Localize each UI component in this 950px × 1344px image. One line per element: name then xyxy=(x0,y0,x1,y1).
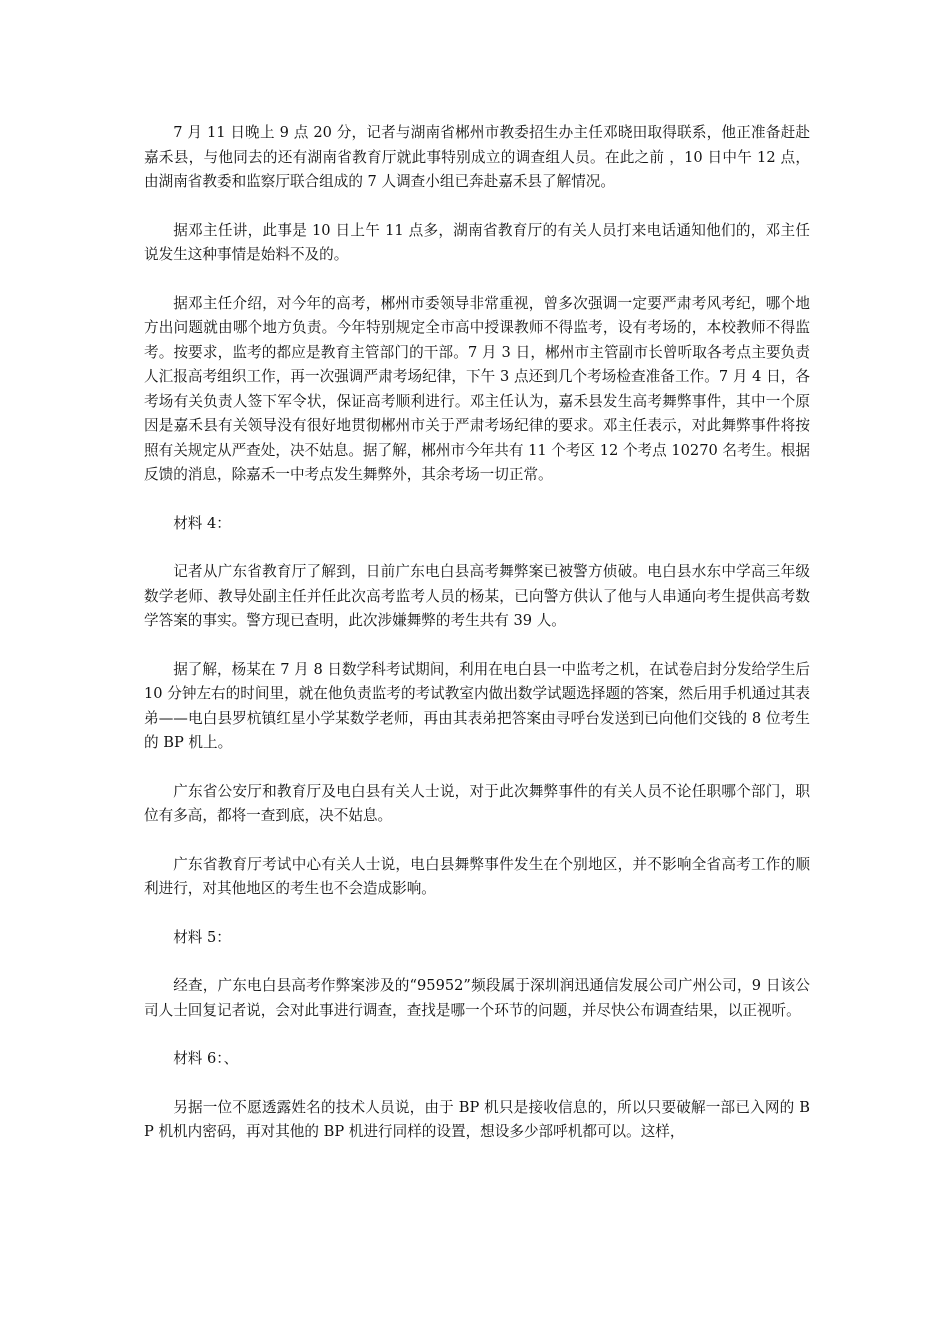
material-4-heading: 材料 4： xyxy=(173,514,231,532)
paragraph-frequency-investigation: 经查，广东电白县高考作弊案涉及的“95952”频段属于深圳润迅通信发展公司广州公司，9 日该公司人士回复记者说，会对此事进行调查，查找是哪一个环节的问题，并尽快公布调查结果，以正视听。 xyxy=(144,977,810,1019)
material-5-heading: 材料 5： xyxy=(173,928,231,946)
paragraph-deng-statement: 据邓主任讲，此事是 10 日上午 11 点多，湖南省教育厅的有关人员打来电话通知他们的，邓主任说发生这种事情是始料不及的。 xyxy=(144,221,810,263)
paragraph-chenzhou-contact: 7 月 11 日晚上 9 点 20 分，记者与湖南省郴州市教委招生办主任邓晓田取得联系，他正准备赶赴嘉禾县，与他同去的还有湖南省教育厅就此事特别成立的调查组人员。在此之前 ，10 日中午 12 点，由湖南省教委和监察厅联合组成的 7 人调查小组已奔赴嘉禾县了解情况。 xyxy=(144,124,810,190)
paragraph-deng-introduction: 据邓主任介绍，对今年的高考，郴州市委领导非常重视，曾多次强调一定要严肃考风考纪，哪个地方出问题就由哪个地方负责。今年特别规定全市高中授课教师不得监考，设有考场的，本校教师不得监考。按要求，监考的都应是教育主管部门的干部。7 月 3 日，郴州市主管副市长曾听取各考点主要负责人汇报高考组织工作，再一次强调严肃考场纪律，下午 3 点还到几个考场检查准备工作。7 月 4 日，各考场有关负责人签下军令状，保证高考顺利进行。邓主任认为，嘉禾县发生高考舞弊事件，其中一个原因是嘉禾县有关领导没有很好地贯彻郴州市关于严肃考场纪律的要求。邓主任表示，对此舞弊事件将按照有关规定从严查处，决不姑息。据了解，郴州市今年共有 11 个考区 12 个考点 10270 名考生。根据反馈的消息，除嘉禾一中考点发生舞弊外，其余考场一切正常。 xyxy=(144,294,810,483)
paragraph-dianbai-case: 记者从广东省教育厅了解到，日前广东电白县高考舞弊案已被警方侦破。电白县水东中学高三年级数学老师、教导处副主任并任此次高考监考人员的杨某，已向警方供认了他与人串通向考生提供高考数学答案的事实。警方现已查明，此次涉嫌舞弊的考生共有 39 人。 xyxy=(144,563,810,629)
document-body xyxy=(144,121,810,1169)
paragraph-exam-center-statement: 广东省教育厅考试中心有关人士说，电白县舞弊事件发生在个别地区，并不影响全省高考工作的顺利进行，对其他地区的考生也不会造成影响。 xyxy=(144,855,810,897)
material-6-heading: 材料 6：、 xyxy=(173,1050,239,1067)
paragraph-technician-statement: 另据一位不愿透露姓名的技术人员说，由于 BP 机只是接收信息的，所以只要破解一部已入网的 BP 机机内密码，再对其他的 BP 机进行同样的设置，想设多少部呼机都可以。这样， xyxy=(144,1098,810,1140)
paragraph-yang-details: 据了解，杨某在 7 月 8 日数学科考试期间，利用在电白县一中监考之机，在试卷启封分发给学生后 10 分钟左右的时间里，就在他负责监考的考试教室内做出数学试题选择题的答案，然后用手机通过其表弟——电白县罗杭镇红星小学某数学老师，再由其表弟把答案由寻呼台发送到已向他们交钱的 8 位考生的 BP 机上。 xyxy=(144,660,810,751)
paragraph-guangdong-response: 广东省公安厅和教育厅及电白县有关人士说，对于此次舞弊事件的有关人员不论任职哪个部门，职位有多高，都将一查到底，决不姑息。 xyxy=(144,782,810,824)
